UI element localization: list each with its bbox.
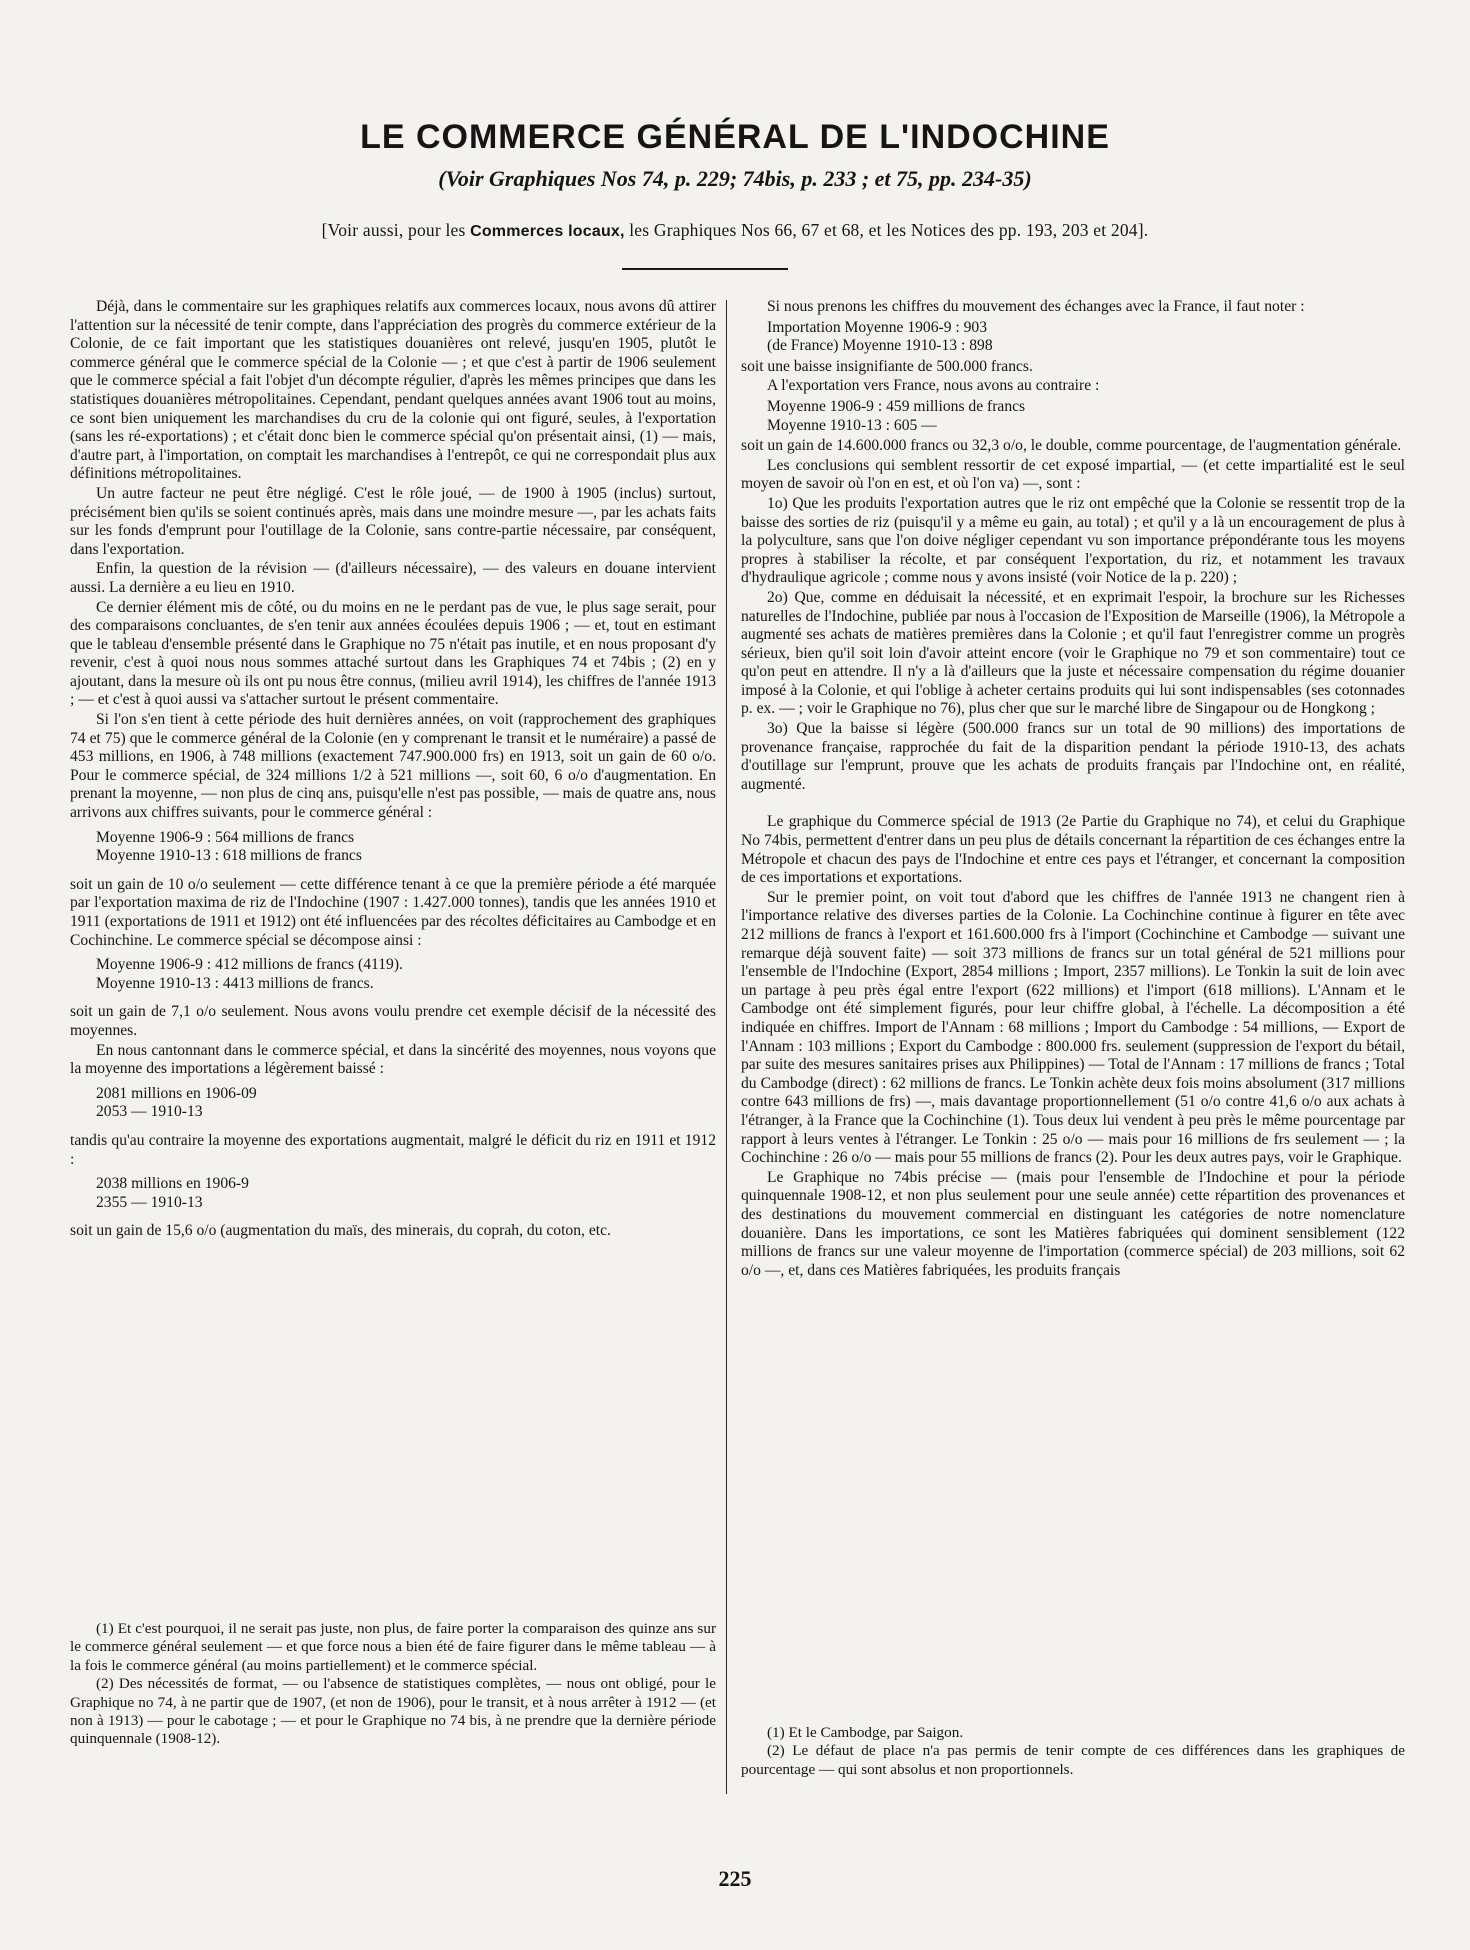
figures-list (767, 398, 1405, 435)
paragraph: Les conclusions qui semblent ressortir de cet exposé impartial, — (et cette impartialité est le seul moyen de savoir où l'on en est, et où l'on va) —, sont : (741, 456, 1405, 493)
footnote: (1) Et c'est pourquoi, il ne serait pas juste, non plus, de faire porter la comparaison des quinze ans sur le commerce général seulement — et que force nous a bien été de faire figurer dans le même tableau — à la fois le commerce général (au moins partiellement) et le commerce spécial. (70, 1620, 716, 1674)
paragraph: 3o) Que la baisse si légère (500.000 francs sur un total de 90 millions) des importations de provenance française, rapprochée du fait de la disparition pendant la période 1910-13, des achats d'outillage sur l'emprunt, prouve que les achats de produits français par l'Indochine ont, en réalité, augmenté. (741, 720, 1405, 793)
crossref-open: [Voir aussi, pour les (321, 220, 471, 240)
paragraph: Le Graphique no 74bis précise — (mais pour l'ensemble de l'Indochine et pour la période quinquennale 1908-12, et non plus seulement pour une seule année) cette répartition des provenances et des destinations du mouvement commercial en distinguant les catégories de notre nomenclature douanière. Dans les importations, ce sont les Matières fabriquées qui dominent sensiblement (122 millions de francs sur une valeur moyenne de l'importation (commerce spécial) de 203 millions, soit 62 o/o —, et, dans ces Matières fabriquées, les produits français (741, 1168, 1405, 1279)
paragraph: Le graphique du Commerce spécial de 1913 (2e Partie du Graphique no 74), et celui du Graphique No 74bis, permettent d'entrer dans un peu plus de détails concernant la répartition de ces échanges entre la Métropole et chacun des pays de l'Indochine et entre ces pays et l'étranger, et concernant la composition de ces importations et exportations. (741, 813, 1405, 887)
paragraph: Sur le premier point, on voit tout d'abord que les chiffres de l'année 1913 ne changent rien à l'importance relative des diverses parties de la Colonie. La Cochinchine continue à figurer en tête avec 212 millions de francs à l'export et 161.600.000 frs à l'import (Cochinchine et Cambodge — suivant une remarque déjà souvent faite) — soit 373 millions de francs sur un total général de 521 millions pour l'ensemble de l'Indochine (Export, 2854 millions ; Import, 2357 millions). Le Tonkin la suit de loin avec un partage à peu près égal entre l'export (622 millions) et l'import (618 millions). L'Annam et le Cambodge ont été simplement figurés, pour leur chiffre global, à l'échelle. La décomposition a été indiquée en chiffres. Import de l'Annam : 68 millions ; Import du Cambodge : 54 millions, — Export de l'Annam : 103 millions ; Export du Cambodge : 800.000 frs. seulement (suppression de l'export du bétail, par suite des mesures sanitaires prises aux Philippines) — Total de l'Annam : 17 millions de francs ; Total du Cambodge (direct) : 62 millions de francs. Le Tonkin achète deux fois moins absolument (317 millions contre 643 millions de frs) —, mais davantage proportionnellement (51 o/o contre 41,6 o/o aux achats à l'étranger, à la France que la Cochinchine (1). Tous deux lui vendent à peu près le même pourcentage par rapport à leurs ventes à l'étranger. Le Tonkin : 25 o/o — mais pour 16 millions de frs seulement — ; la Cochinchine : 26 o/o — mais pour 55 millions de francs (2). Pour les deux autres pays, voir le Graphique. (741, 888, 1405, 1167)
list-item: Moyenne 1906-9 : 412 millions de francs (4119). (96, 956, 403, 974)
list-item: 2355 — 1910-13 (96, 1193, 203, 1211)
cross-reference-note (0, 220, 1470, 241)
list-item: Moyenne 1906-9 : 564 millions de francs (96, 828, 355, 846)
figures-list (96, 1085, 716, 1122)
paragraph: A l'exportation vers France, nous avons au contraire : (767, 377, 1100, 395)
list-item: Moyenne 1910-13 : 618 millions de francs (96, 847, 362, 865)
paragraph: soit une baisse insignifiante de 500.000 francs. (741, 357, 1033, 375)
list-item: (de France) Moyenne 1910-13 : 898 (767, 337, 993, 355)
paragraph: soit un gain de 15,6 o/o (augmentation du maïs, des minerais, du coprah, du coton, etc. (70, 1222, 611, 1240)
paragraph: tandis qu'au contraire la moyenne des exportations augmentait, malgré le déficit du riz en 1911 et 1912 : (70, 1131, 716, 1168)
list-item: Moyenne 1906-9 : 459 millions de francs (767, 397, 1026, 415)
list-item: Moyenne 1910-13 : 605 — (767, 416, 937, 434)
page-title: LE COMMERCE GÉNÉRAL DE L'INDOCHINE (360, 118, 1110, 156)
paragraph: soit un gain de 7,1 o/o seulement. Nous avons voulu prendre cet exemple décisif de la nécessité des moyennes. (70, 1003, 716, 1039)
footnotes-right (741, 1724, 1405, 1779)
paragraph: soit un gain de 14.600.000 francs ou 32,3 o/o, le double, comme pourcentage, de l'augmentation générale. (741, 437, 1402, 455)
figures-list (96, 956, 716, 993)
column-divider (726, 300, 727, 1794)
paragraph: soit un gain de 10 o/o seulement — cette différence tenant à ce que la première période a été marquée par l'exportation maxima de riz de l'Indochine (1907 : 1.427.000 tonnes), tandis que les années 1910 et 1911 (exportations de 1911 et 1912) ont été influencées par des récoltes déficitaires au Cambodge et en Cochinchine. Le commerce spécial se décompose ainsi : (70, 875, 716, 949)
footnotes-left (70, 1620, 716, 1749)
list-item: Importation Moyenne 1906-9 : 903 (767, 318, 988, 336)
figures-list (767, 319, 1405, 356)
page-number: 225 (718, 1866, 752, 1891)
title-divider (622, 268, 788, 270)
footnote: (2) Le défaut de place n'a pas permis de tenir compte de ces différences dans les graphiques de pourcentage — qui sont absolus et non proportionnels. (741, 1742, 1405, 1778)
spacer (741, 795, 1405, 813)
list-item: 2081 millions en 1906-09 (96, 1084, 257, 1102)
crossref-close: les Graphiques Nos 66, 67 et 68, et les Notices des pp. 193, 203 et 204]. (624, 220, 1149, 240)
crossref-bold: Commerces locaux, (470, 223, 625, 240)
right-column (741, 298, 1405, 1281)
paragraph: Un autre facteur ne peut être négligé. C'est le rôle joué, — de 1900 à 1905 (inclus) surtout, précisément bien qu'ils se soient continués après, mais dans une moindre mesure —, par les achats faits sur les fonds d'emprunt pour l'outillage de la Colonie, sans contre-partie nécessaire, par conséquent, dans l'exportation. (70, 484, 716, 558)
left-column (70, 298, 716, 1242)
paragraph: 1o) Que les produits l'exportation autres que le riz ont empêché que la Colonie se ressentit trop de la baisse des sorties de riz (puisqu'il y a même eu gain, au total) ; et qu'il y a là un encouragement de plus à la polyculture, sans que l'on doive négliger cependant vu son importance prépondérante tous les moyens propres à stabiliser la récolte, et par conséquent l'exportation, du riz, et notamment les travaux d'hydraulique agricole ; comme nous y avons insisté (voir Notice de la p. 220) ; (741, 494, 1405, 587)
paragraph: Si l'on s'en tient à cette période des huit dernières années, on voit (rapprochement des graphiques 74 et 75) que le commerce général de la Colonie (en y comprenant le transit et le numéraire) a passé de 453 millions, en 1906, à 748 millions (exactement 747.900.000 frs) en 1913, soit un gain de 60 o/o. Pour le commerce spécial, de 324 millions 1/2 à 521 millions —, soit 60, 6 o/o d'augmentation. En prenant la moyenne, — non plus de cinq ans, puisqu'elle n'est pas possible, — mais de quatre ans, nous arrivons aux chiffres suivants, pour le commerce général : (70, 711, 716, 822)
paragraph: Si nous prenons les chiffres du mouvement des échanges avec la France, il faut noter : (767, 298, 1305, 315)
paragraph: 2o) Que, comme en déduisait la nécessité, et en exprimait l'espoir, la brochure sur les Richesses naturelles de l'Indochine, publiée par nous à l'occasion de l'Exposition de Marseille (1906), la Métropole a augmenté ses achats de matières premières dans la Colonie ; et qu'il faut l'enregistrer comme un progrès sérieux, bien qu'il soit loin d'avoir atteint encore (voir le Graphique no 79 et son commentaire) tout ce qu'on peut en attendre. Il n'y a là d'ailleurs que la juste et nécessaire compensation du régime douanier imposé à la Colonie, et qui l'oblige à acheter certains produits qui lui sont indispensables (ses cotonnades p. ex. — ; voir le Graphique no 76), plus cher que sur le marché libre de Singapour ou de Hongkong ; (741, 588, 1405, 718)
footnote: (2) Des nécessités de format, — ou l'absence de statistiques complètes, — nous ont obligé, pour le Graphique no 74, à ne partir que de 1907, (et non de 1906), pour le transit, et à nous arrêter à 1912 — (et non à 1913) — pour le cabotage ; — et pour le Graphique no 74 bis, à ne prendre que la dernière période quinquennale (1908-12). (70, 1675, 716, 1748)
list-item: 2053 — 1910-13 (96, 1103, 203, 1121)
list-item: Moyenne 1910-13 : 4413 millions de francs. (96, 974, 374, 992)
figures-list (96, 1175, 716, 1212)
footnote: (1) Et le Cambodge, par Saigon. (767, 1724, 964, 1741)
paragraph: Ce dernier élément mis de côté, ou du moins en ne le perdant pas de vue, le plus sage serait, pour des comparaisons concluantes, de s'en tenir aux années écoulées depuis 1906 ; — et, tout en estimant que le tableau d'ensemble présenté dans le Graphique no 75 n'était pas inutile, et en nous proposant d'y revenir, c'est à quoi nous nous sommes attaché surtout dans les Graphiques 74 et 74bis ; (2) en y ajoutant, dans la mesure où ils ont pu nous être connus, (milieu avril 1914), les chiffres de l'année 1913 ; — et c'est à quoi aussi va s'attacher surtout le présent commentaire. (70, 598, 716, 709)
figures-list (96, 829, 716, 866)
paragraph: En nous cantonnant dans le commerce spécial, et dans la sincérité des moyennes, nous voyons que la moyenne des importations a légèrement baissé : (70, 1041, 716, 1078)
paragraph: Déjà, dans le commentaire sur les graphiques relatifs aux commerces locaux, nous avons dû attirer l'attention sur la nécessité de tenir compte, dans l'appréciation des progrès du commerce extérieur de la Colonie, de ce fait important que les statistiques douanières ont relevé, jusqu'en 1905, plutôt le commerce général que le commerce spécial de la Colonie — ; et que c'est à partir de 1906 seulement que le commerce spécial a fait l'objet d'un décompte régulier, d'après les mêmes principes que dans les statistiques douanières métropolitaines. Cependant, pendant quelques années avant 1906 tout au moins, ce sont bien uniquement les marchandises du cru de la colonie qui ont figuré, seules, à l'exportation (sans les ré-exportations) ; et c'était donc bien le commerce spécial qu'on présentait ainsi, (1) — mais, d'autre part, à l'importation, on comptait les marchandises à l'entrepôt, ce qui ne correspondait plus aux définitions métropolitaines. (70, 298, 716, 483)
page-subtitle: (Voir Graphiques Nos 74, p. 229; 74bis, p. 233 ; et 75, pp. 234-35) (438, 166, 1032, 191)
list-item: 2038 millions en 1906-9 (96, 1175, 249, 1193)
paragraph: Enfin, la question de la révision — (d'ailleurs nécessaire), — des valeurs en douane intervient aussi. La dernière a eu lieu en 1910. (70, 560, 716, 596)
